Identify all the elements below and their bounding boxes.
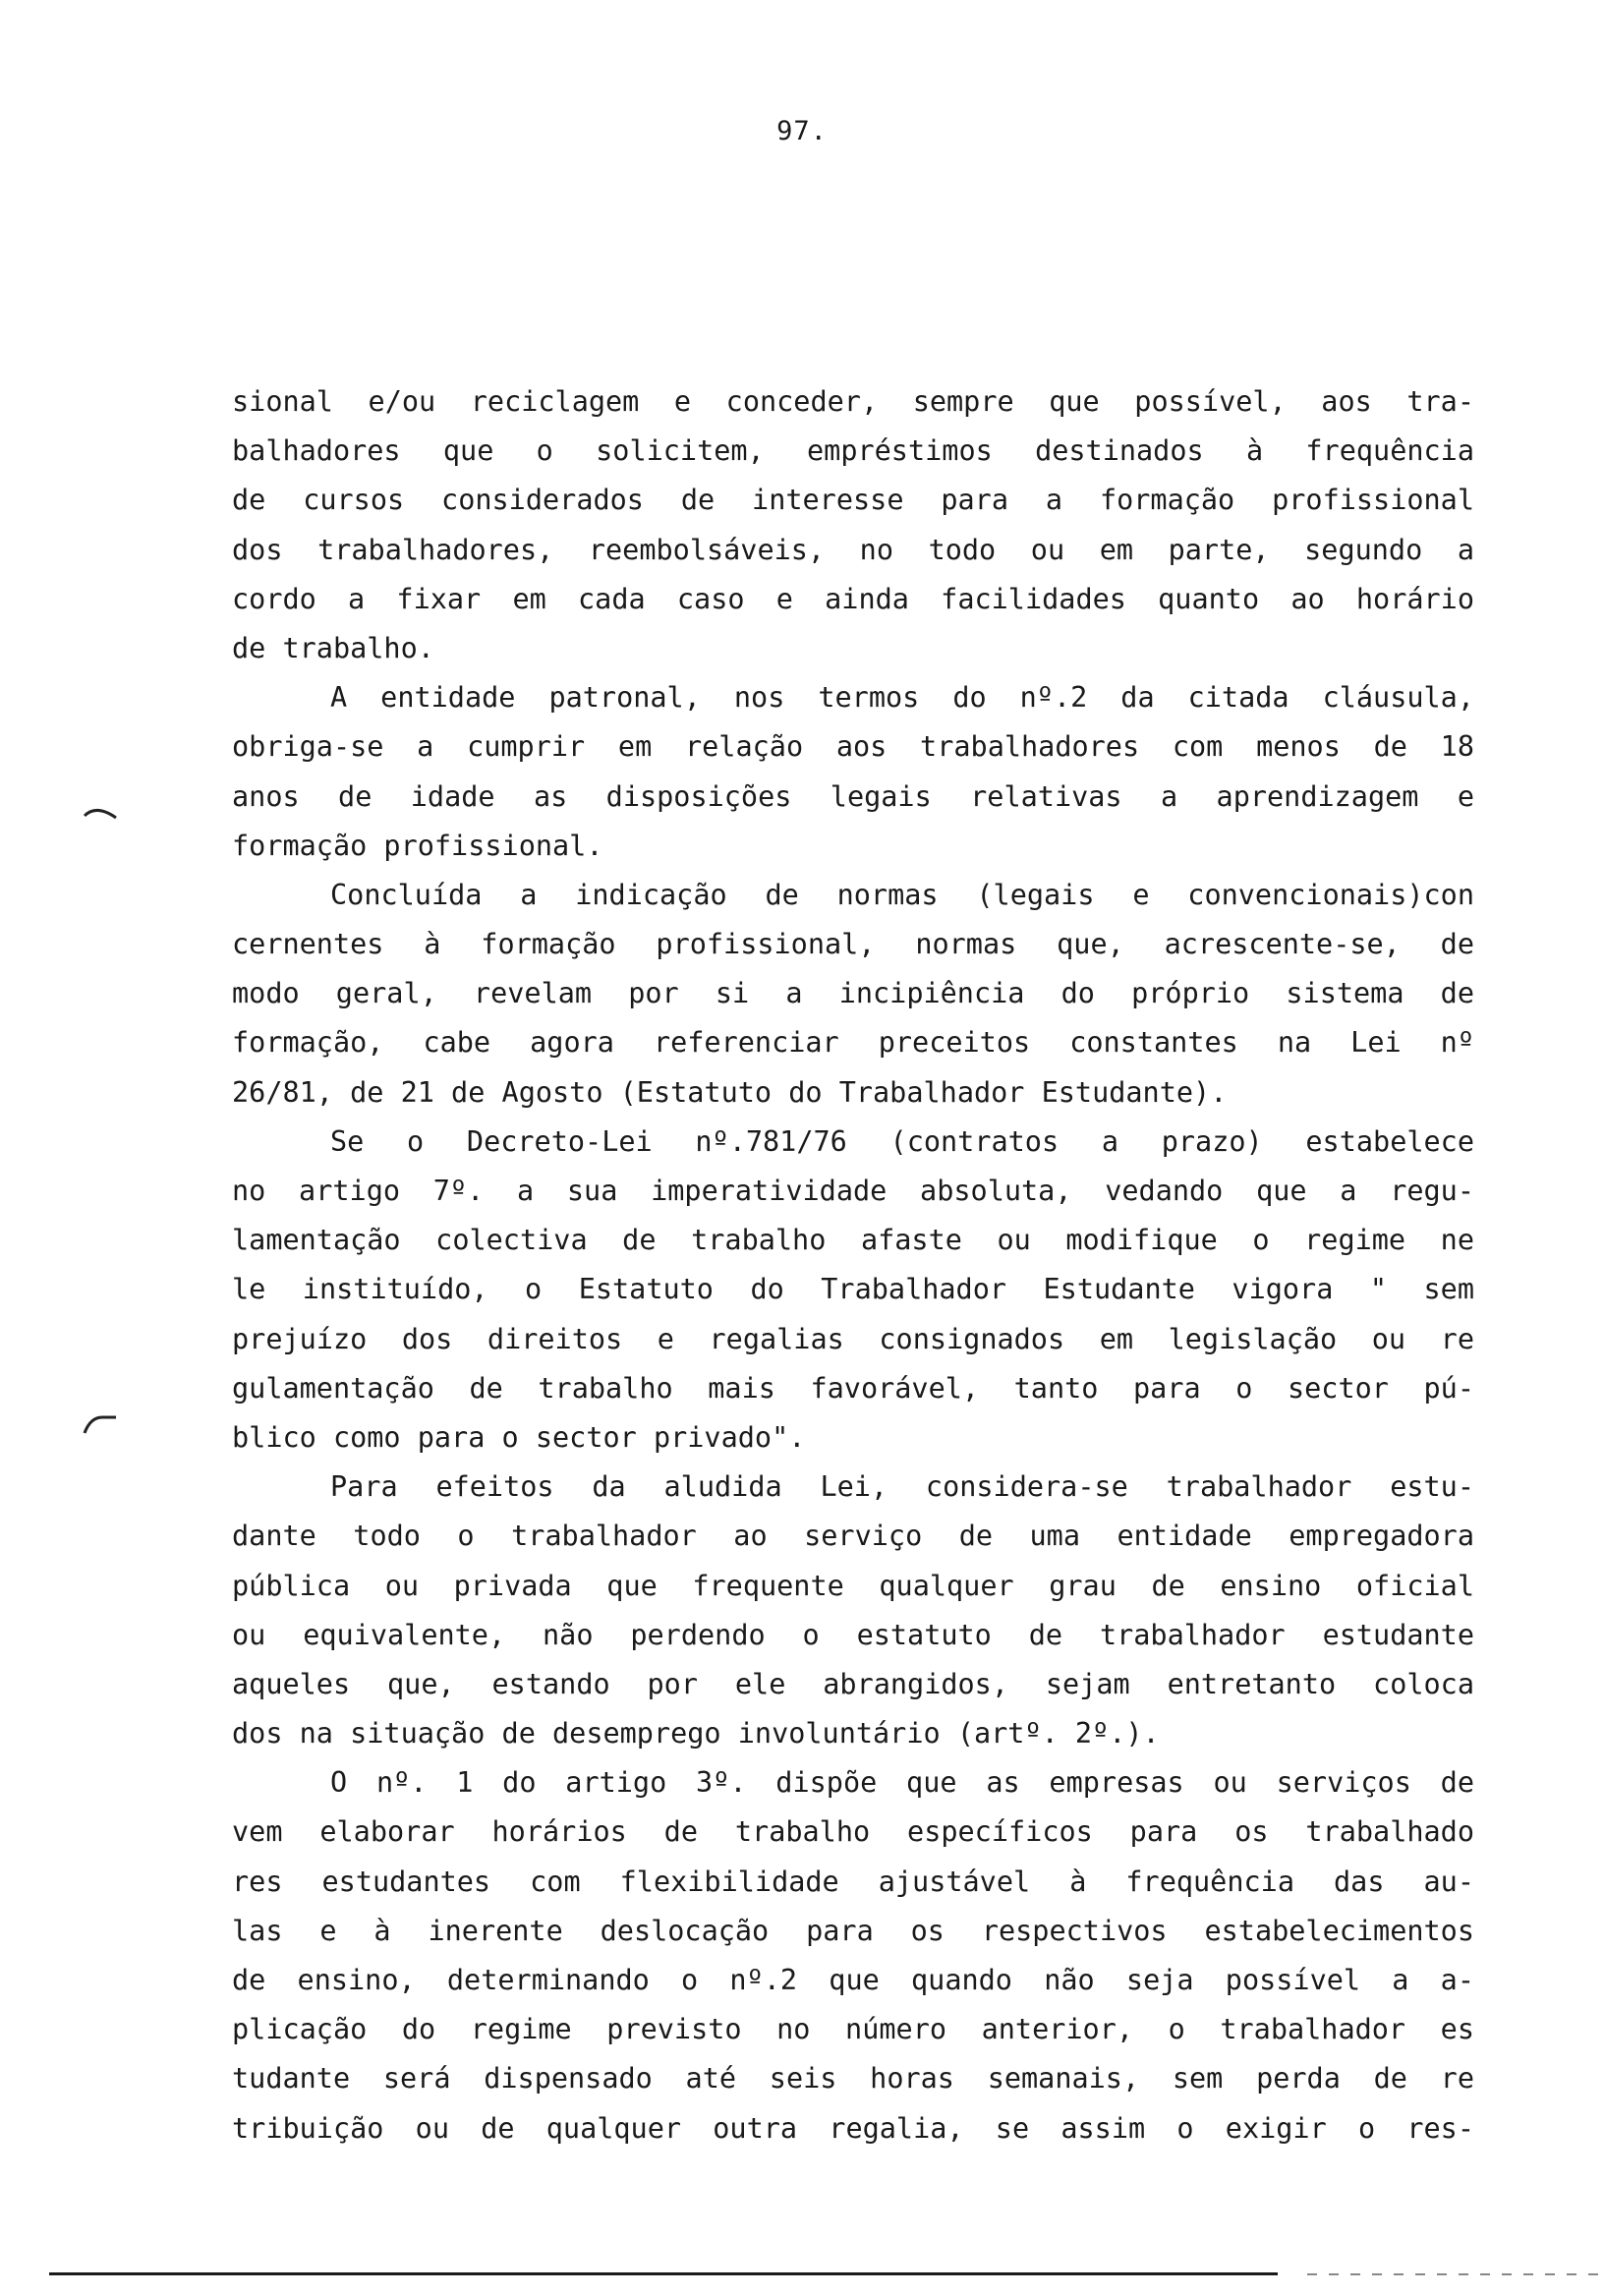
- text-line: aqueles que, estando por ele abrangidos, sejam entretanto coloca: [232, 1667, 1474, 1700]
- text-line: vem elaborar horários de trabalho específicos para os trabalhado: [232, 1815, 1474, 1849]
- text-line: no artigo 7º. a sua imperatividade absoluta, vedando que a regu-: [232, 1175, 1474, 1207]
- text-line: Se o Decreto-Lei nº.781/76 (contratos a prazo) estabelece: [330, 1124, 1474, 1158]
- text-line: de ensino, determinando o nº.2 que quando não seja possível a a-: [232, 1964, 1474, 1996]
- text-line: dos na situação de desemprego involuntário (artº. 2º.).: [232, 1717, 1160, 1751]
- text-line: Para efeitos da aludida Lei, considera-se trabalhador estu-: [330, 1470, 1474, 1504]
- text-line: O nº. 1 do artigo 3º. dispõe que as empresas ou serviços de: [330, 1766, 1474, 1800]
- text-line: formação profissional.: [232, 829, 603, 862]
- text-line: ou equivalente, não perdendo o estatuto de trabalhador estudante: [232, 1618, 1474, 1651]
- footer-rule: [49, 2272, 1278, 2275]
- margin-annotation-mark: [83, 804, 122, 824]
- text-line: blico como para o sector privado".: [232, 1420, 806, 1454]
- text-line: 26/81, de 21 de Agosto (Estatuto do Trabalhador Estudante).: [232, 1075, 1228, 1109]
- margin-annotation-mark: [83, 1411, 122, 1431]
- text-line: modo geral, revelam por si a incipiência do próprio sistema de: [232, 977, 1474, 1010]
- text-line: sional e/ou reciclagem e conceder, sempre que possível, aos tra-: [232, 385, 1474, 418]
- text-line: anos de idade as disposições legais relativas a aprendizagem e: [232, 779, 1474, 813]
- text-line: de cursos considerados de interesse para a formação profissional: [232, 484, 1474, 517]
- text-line: prejuízo dos direitos e regalias consignados em legislação ou re: [232, 1322, 1474, 1355]
- text-line: A entidade patronal, nos termos do nº.2 da citada cláusula,: [330, 681, 1474, 715]
- text-line: cernentes à formação profissional, normas que, acrescente-se, de: [232, 928, 1474, 961]
- text-line: las e à inerente deslocação para os respectivos estabelecimentos: [232, 1914, 1474, 1947]
- text-line: tribuição ou de qualquer outra regalia, se assim o exigir o res-: [232, 2111, 1474, 2145]
- text-line: cordo a fixar em cada caso e ainda facilidades quanto ao horário: [232, 582, 1474, 615]
- text-line: dos trabalhadores, reembolsáveis, no todo ou em parte, segundo a: [232, 533, 1474, 566]
- text-line: pública ou privada que frequente qualquer grau de ensino oficial: [232, 1569, 1474, 1602]
- footer-rule-faint: [1307, 2273, 1602, 2275]
- text-line: formação, cabe agora referenciar preceitos constantes na Lei nº: [232, 1026, 1474, 1060]
- body-text: [232, 377, 1474, 2153]
- text-line: dante todo o trabalhador ao serviço de uma entidade empregadora: [232, 1520, 1474, 1553]
- text-line: obriga-se a cumprir em relação aos trabalhadores com menos de 18: [232, 730, 1474, 764]
- text-line: de trabalho.: [232, 631, 434, 664]
- text-line: Concluída a indicação de normas (legais e convencionais)con: [330, 878, 1474, 911]
- text-line: tudante será dispensado até seis horas semanais, sem perda de re: [232, 2062, 1474, 2095]
- text-line: plicação do regime previsto no número anterior, o trabalhador es: [232, 2013, 1474, 2046]
- text-line: gulamentação de trabalho mais favorável, tanto para o sector pú-: [232, 1371, 1474, 1405]
- text-line: res estudantes com flexibilidade ajustável à frequência das au-: [232, 1865, 1474, 1898]
- text-line: le instituído, o Estatuto do Trabalhador Estudante vigora " sem: [232, 1273, 1474, 1306]
- text-line: balhadores que o solicitem, empréstimos destinados à frequência: [232, 434, 1474, 468]
- text-line: lamentação colectiva de trabalho afaste ou modifique o regime ne: [232, 1224, 1474, 1257]
- page-number: 97.: [776, 116, 828, 146]
